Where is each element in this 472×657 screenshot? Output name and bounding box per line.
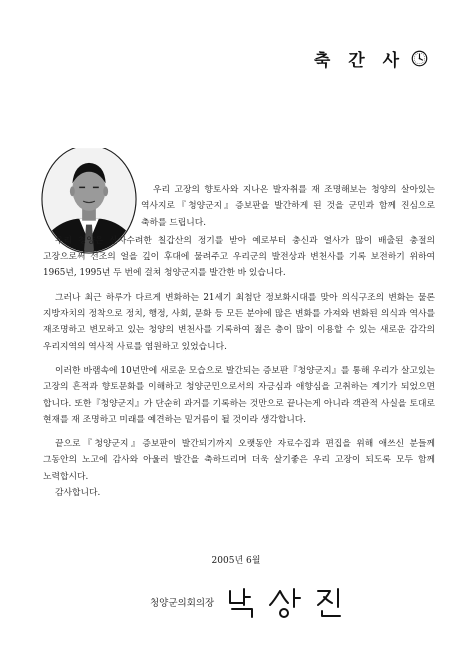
handwritten-signature xyxy=(222,585,362,619)
heading-title: 축 간 사 xyxy=(313,51,405,71)
paragraph-3: 그러나 최근 하루가 다르게 변화하는 21세기 최첨단 정보화시대를 맞아 의식구조의 변화는 물론 지방자치의 정착으로 정치, 행정, 사회, 문화 등 모든 분야에 많은 변화를 가져와 변화된 의식과 역사를 재조명하고 변모하고 있는 청양의 변천사를 기록하여 젊은 층이 많이 이용할 수 있는 새로운 감각의 우리지역의 역사적 사료를 염원하고 있었습니다. xyxy=(43,292,435,352)
letter-body xyxy=(43,182,435,509)
letter-date: 2005년 6월 xyxy=(211,556,261,566)
clock-icon xyxy=(411,50,428,67)
closing-thanks: 감사합니다. xyxy=(55,488,101,499)
paragraph-2: 우리 청양은 산자수려한 칠갑산의 정기를 받아 예로부터 충신과 열사가 많이 배출된 충절의 고장으로써 선조의 얼을 깊이 후대에 물려주고 우리군의 발전상과 변천사를 기록 보전하기 위하여 1965년, 1995년 두 번에 걸쳐 청양군지를 발간한 바 있습니다. xyxy=(43,235,435,279)
paragraph-1: 우리 고장의 향토사와 지나온 발자취를 재 조명해보는 청양의 살아있는 역사지로『청양군지』증보판을 발간하게 된 것을 군민과 함께 진심으로 축하를 드립니다. xyxy=(141,185,435,228)
page-heading xyxy=(314,46,428,71)
paragraph-4: 이러한 바램속에 10년만에 새로운 모습으로 발간되는 증보판『청양군지』를 통해 우리가 살고있는 고장의 흔적과 향토문화를 이해하고 청양군민으로서의 자긍심과 애향심을 고취하는 계기가 되었으면 합니다. 또한『청양군지』가 단순히 과거를 기록하는 것만으로 끝나는게 아니라 객관적 사실을 토대로 현재를 재 조명하고 미래를 예견하는 밑거름이 될 것이라 생각합니다. xyxy=(43,365,435,425)
paragraph-5: 끝으로『청양군지』증보판이 발간되기까지 오랫동안 자료수집과 편집을 위해 애쓰신 분들께 그동안의 노고에 감사와 아울러 발간을 축하드리며 더욱 살기좋은 우리 고장이 되도록 모두 함께 노력합시다. xyxy=(43,439,435,482)
signer-block xyxy=(150,585,362,619)
signer-title: 청양군의회의장 xyxy=(150,598,215,609)
